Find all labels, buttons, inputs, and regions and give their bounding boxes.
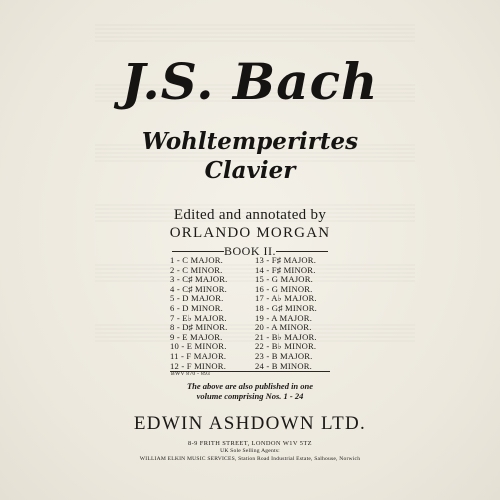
- contents-item: 18 - G♯ MINOR.: [255, 302, 317, 313]
- contents-item: 3 - C♯ MAJOR.: [170, 274, 228, 285]
- contents-item: 15 - G MAJOR.: [255, 274, 313, 285]
- contents-right-column: [255, 256, 317, 371]
- contents-item: 12 - F MINOR.: [170, 360, 227, 371]
- contents-left-column: [170, 256, 228, 371]
- book-rule-right: [276, 251, 328, 252]
- contents-item: 16 - G MINOR.: [255, 283, 313, 294]
- edited-by-text: Edited and annotated by: [173, 207, 327, 223]
- contents-item: 17 - A♭ MAJOR.: [255, 293, 317, 304]
- book-number: BOOK II.: [224, 244, 276, 258]
- edition-note-line-1: The above are also published in one: [186, 381, 314, 391]
- contents-item: 11 - F MAJOR.: [170, 350, 227, 361]
- contents-item: 6 - D MINOR.: [170, 302, 224, 313]
- contents-item: 21 - B♭ MAJOR.: [255, 331, 317, 342]
- title-line-2: Clavier: [204, 157, 296, 184]
- contents-item: 4 - C♯ MINOR.: [170, 283, 228, 294]
- agents-name: WILLIAM ELKIN MUSIC SERVICES, Station Road Industrial Estate, Salhouse, Norwich: [139, 456, 361, 462]
- contents-item: 20 - A MINOR.: [255, 322, 312, 333]
- editor-name: ORLANDO MORGAN: [169, 225, 331, 241]
- contents-item: 23 - B MAJOR.: [255, 350, 313, 361]
- contents-item: 10 - E MINOR.: [170, 341, 227, 352]
- contents-item: 2 - C MINOR.: [170, 264, 223, 275]
- contents-item: 5 - D MAJOR.: [170, 293, 224, 304]
- edition-note-line-2: volume comprising Nos. 1 - 24: [196, 391, 304, 401]
- publisher-address: 8-9 FRITH STREET, LONDON W1V 5TZ: [188, 440, 312, 447]
- agents-label: UK Sole Selling Agents:: [220, 448, 280, 454]
- contents-item: 22 - B♭ MINOR.: [255, 341, 317, 352]
- contents-item: 9 - E MAJOR.: [170, 331, 223, 342]
- contents-item: 14 - F♯ MINOR.: [255, 264, 316, 275]
- composer-name: J.S. Bach: [121, 52, 379, 111]
- contents-item: 8 - D♯ MINOR.: [170, 322, 228, 333]
- publisher-name: EDWIN ASHDOWN LTD.: [133, 413, 367, 434]
- title-line-1: Wohltemperirtes: [141, 128, 359, 155]
- contents-item: 1 - C MAJOR.: [170, 255, 224, 265]
- contents-item: 13 - F♯ MAJOR.: [255, 255, 317, 265]
- bwv-numbers: BWV 870 - 893: [171, 371, 211, 377]
- contents-item: 19 - A MAJOR.: [255, 312, 313, 323]
- contents-item: 7 - E♭ MAJOR.: [170, 312, 227, 323]
- contents-item: 24 - B MINOR.: [255, 360, 313, 371]
